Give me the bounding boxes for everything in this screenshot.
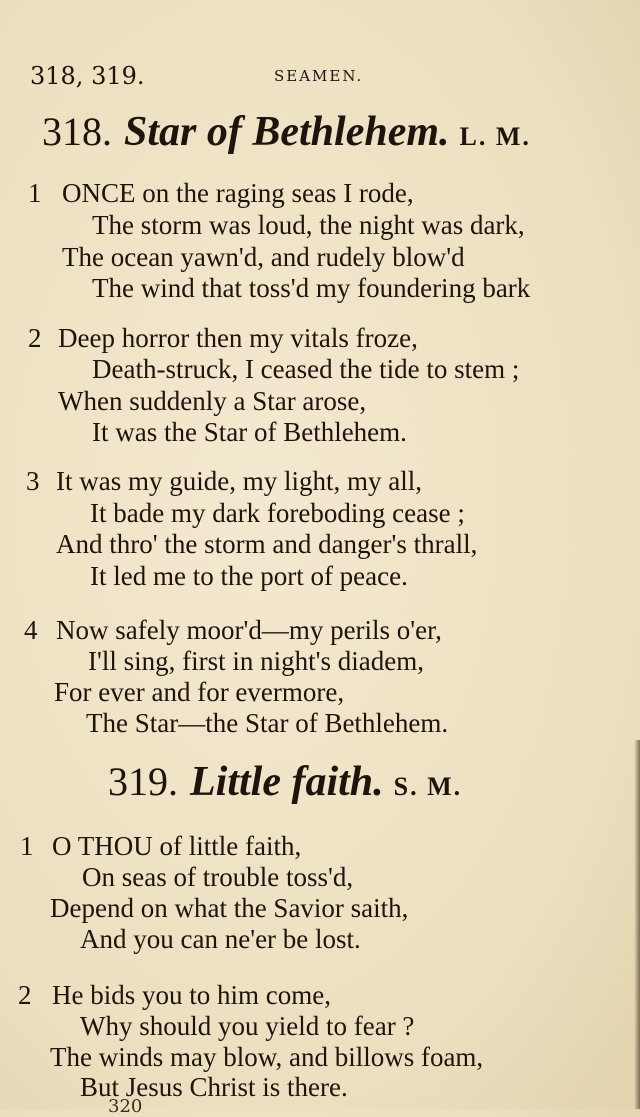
verse-line: I'll sing, first in night's diadem, (88, 646, 424, 676)
verse-line: The storm was loud, the night was dark, (92, 210, 525, 240)
verse-line: For ever and for evermore, (54, 677, 345, 707)
verse-number: 1 (20, 831, 34, 861)
hymn-318-heading (42, 108, 531, 156)
verse-line: Depend on what the Savior saith, (50, 893, 409, 923)
verse-line: The wind that toss'd my foundering bark (92, 273, 531, 303)
hymn-title: Star of Bethlehem. (124, 109, 450, 155)
hymn-meter: S. M. (393, 772, 463, 801)
page-edge-shadow (634, 740, 640, 1109)
verse-line: It was the Star of Bethlehem. (92, 417, 407, 447)
hymn-number: 319. (108, 759, 178, 804)
verse-number: 3 (26, 466, 40, 496)
verse-line: It led me to the port of peace. (90, 561, 408, 591)
verse-line: And you can ne'er be lost. (80, 924, 361, 954)
verse-line: The ocean yawn'd, and rudely blow'd (62, 242, 465, 272)
verse-line: Deep horror then my vitals froze, (58, 323, 418, 353)
verse-line: Death-struck, I ceased the tide to stem ; (92, 354, 520, 384)
verse-number: 2 (28, 323, 42, 353)
verse-line: ONCE on the raging seas I rode, (62, 178, 414, 208)
verse-number: 2 (18, 980, 32, 1010)
page-numbers: 318, 319. (30, 62, 145, 90)
verse-line: It was my guide, my light, my all, (56, 466, 422, 496)
verse-line: Why should you yield to fear ? (80, 1011, 415, 1041)
verse-line: On seas of trouble toss'd, (82, 862, 354, 892)
section-title: SEAMEN. (274, 67, 364, 85)
verse-line: The Star—the Star of Bethlehem. (86, 708, 449, 738)
verse-line: The winds may blow, and billows foam, (50, 1042, 484, 1072)
hymn-319-heading (108, 758, 462, 806)
verse-line: It bade my dark foreboding cease ; (90, 498, 465, 528)
verse-line: When suddenly a Star arose, (58, 386, 367, 416)
verse-line: And thro' the storm and danger's thrall, (56, 529, 478, 559)
hymn-number: 318. (42, 109, 112, 154)
verse-line: Now safely moor'd—my perils o'er, (56, 615, 442, 645)
verse-number: 1 (28, 178, 42, 208)
hymn-meter: L. M. (459, 122, 531, 151)
verse-line: But Jesus Christ is there. (80, 1072, 348, 1102)
hymn-title: Little faith. (190, 759, 384, 805)
next-hymn-number-fragment: 320 (108, 1096, 143, 1117)
verse-line: O THOU of little faith, (52, 831, 302, 861)
verse-number: 4 (24, 615, 38, 645)
verse-line: He bids you to him come, (52, 980, 331, 1010)
